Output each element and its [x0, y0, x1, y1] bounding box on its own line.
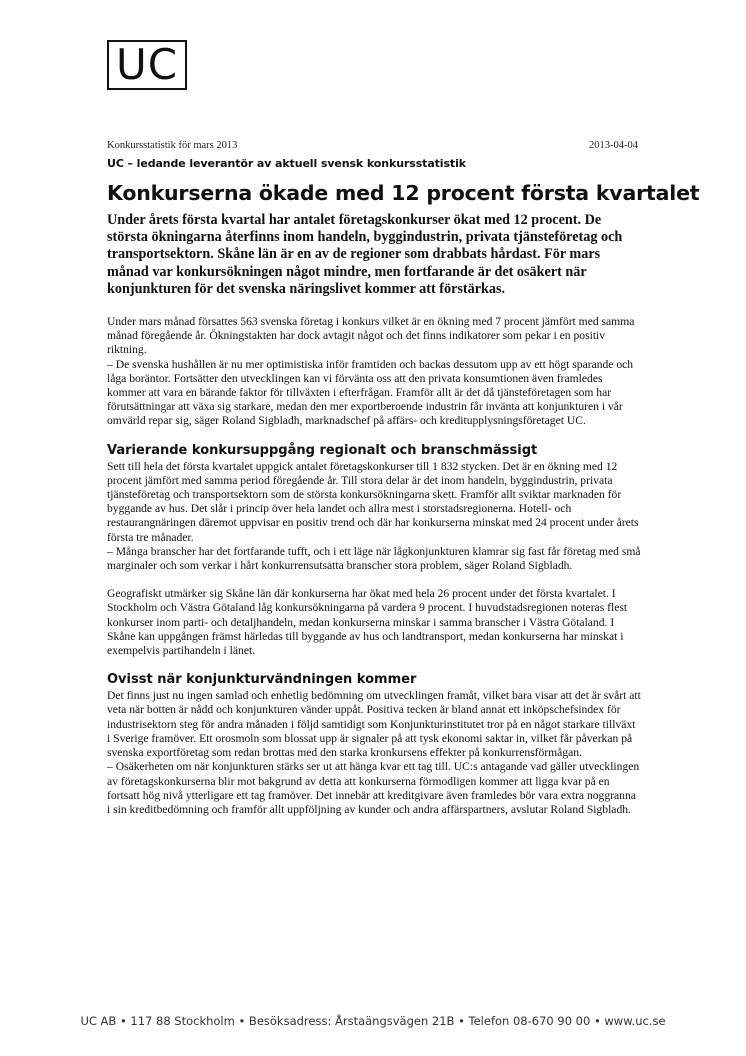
section-1-paragraph-3: Geografiskt utmärker sig Skåne län där konkurserna har ökat med hela 26 procent under det första kvartalet. I Stockholm och Västra Götaland låg konkursökningarna på vardera 9 procent. I huvudstadsregionen noteras flest konkurser inom parti- och detaljhandeln, medan konkurserna minskar i samma branscher i Västra Götaland. I Skåne kan uppgången främst härledas till byggande av hus och landtransport, medan konkurserna har minskat i exempelvis partihandeln i länet.	[107, 587, 628, 658]
intro-paragraph-2: – De svenska hushållen är nu mer optimistiska inför framtiden och backas dessutom upp av ett högt sparande och låga boräntor. Fortsätter den utvecklingen kan vi förvänta oss att den privata konsumtionen även framledes kommer att vara en bärande faktor för tillväxten i efterfrågan. Framför allt är det då tjänsteföretagen som har förutsättningar att växa sig starkare, medan den mer exportberoende industrin får invänta att konjunkturen i vår omvärld repar sig, säger Roland Sigbladh, marknadschef på affärs- och kreditupplysningsföretaget UC.	[107, 357, 634, 428]
document-meta	[107, 140, 638, 151]
lead-paragraph: Under årets första kvartal har antalet företagskonkurser ökat med 12 procent. De största ökningarna återfinns inom handeln, byggindustrin, privata tjänsteföretag och transportsektorn. Skåne län är en av de regioner som drabbats hårdast. För mars månad var konkursökningen något mindre, men fortfarande är det osäkert när konjunkturen för det svenska näringslivet kommer att förstärkas.	[107, 212, 623, 297]
statistics-label: Konkursstatistik för mars 2013	[107, 140, 238, 151]
section-2-paragraph-1: Det finns just nu ingen samlad och enhetlig bedömning om utvecklingen framåt, vilket bara visar att det är svårt att veta när botten är nådd och konjunkturen vänder uppåt. Positiva tecken är bland annat ett inköpschefsindex för industrisektorn steg för andra månaden i följd samtidigt som Konjunkturinstitutet tror på en något starkare tillväxt i Sverige framöver. Ett orosmoln som blossat upp är signaler på att tysk ekonomi saktar in, vilket får påverkan på svenska exportföretag som redan brottas med den starka kronkursens effekter på konkurrensförmågan.	[107, 689, 641, 760]
uc-logo	[107, 40, 187, 90]
footer-contact: UC AB • 117 88 Stockholm • Besöksadress: Årstaängsvägen 21B • Telefon 08-670 90 00 • www.uc.se	[80, 1014, 666, 1028]
publication-date: 2013-04-04	[589, 140, 638, 151]
section-1-paragraph-2: – Många branscher har det fortfarande tufft, och i ett läge när lågkonjunkturen klamrar sig fast får företag med små marginaler och som verkar i hårt konkurrensutsatta branscher stora problem, säger Roland Sigbladh.	[107, 544, 641, 573]
section-1-paragraph-1: Sett till hela det första kvartalet uppgick antalet företagskonkurser till 1 832 stycken. Det är en ökning med 12 procent jämfört med samma period föregående år. Till stora delar är det inom handeln, byggindustrin, privata tjänsteföretag och transportsektorn som de största konkursökningarna skett. Framför allt sviktar marknaden för byggande av hus. Det slår i princip över hela landet och allra mest i storstadsregionerna. Hotell- och restaurangnäringen däremot uppvisar en positiv trend och där har konkurserna minskat med 24 procent under årets första tre månader.	[107, 459, 639, 544]
section-2-paragraph-2: – Osäkerheten om när konjunkturen stärks ser ut att hänga kvar ett tag till. UC:s antagande vad gäller utvecklingen av företagskonkurserna blir mot bakgrund av detta att konkurserna förmodligen kommer att ligga kvar på en fortsatt hög nivå ytterligare ett tag framöver. Det innebär att kreditgivare även framledes bör vara extra noggranna i sin kreditbedömning och framför allt uppföljning av kunder och andra affärspartners, avslutar Roland Sigbladh.	[107, 760, 640, 816]
article-body	[107, 212, 641, 817]
tagline: UC – ledande leverantör av aktuell svensk konkursstatistik	[107, 157, 466, 170]
section-2-heading: Ovisst när konjunkturvändningen kommer	[107, 672, 417, 688]
logo-text: UC	[115, 40, 179, 89]
intro-paragraph-1: Under mars månad försattes 563 svenska företag i konkurs vilket är en ökning med 7 procent jämfört med samma månad föregående år. Ökningstakten har dock avtagit något och det finns indikatorer som pekar i en positiv riktning.	[107, 315, 635, 357]
page-title: Konkurserna ökade med 12 procent första kvartalet	[107, 181, 700, 205]
section-1-heading: Varierande konkursuppgång regionalt och branschmässigt	[107, 442, 538, 458]
